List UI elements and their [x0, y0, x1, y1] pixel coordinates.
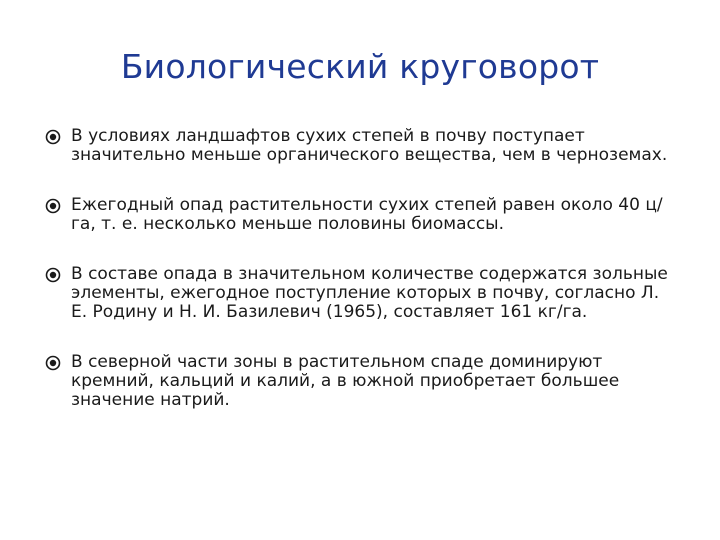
circle-dot-bullet-icon	[45, 355, 61, 371]
circle-dot-bullet-icon	[45, 129, 61, 145]
list-item	[45, 127, 675, 165]
list-item	[45, 353, 675, 410]
list-item	[45, 265, 675, 322]
circle-dot-bullet-icon	[45, 198, 61, 214]
bullet-list	[45, 127, 675, 410]
slide-title: Биологический круговорот	[120, 47, 600, 86]
list-item-text: Ежегодный опад растительности сухих степей равен около 40 ц/га, т. е. несколько меньше половины биомассы.	[71, 195, 663, 234]
list-item-text: В северной части зоны в растительном спаде доминируют кремний, кальций и калий, а в южной приобретает большее значение натрий.	[71, 352, 620, 410]
circle-dot-bullet-icon	[45, 267, 61, 283]
list-item-text: В составе опада в значительном количестве содержатся зольные элементы, ежегодное поступление которых в почву, согласно Л. Е. Родину и Н. И. Базилевич (1965), составляет 161 кг/га.	[71, 264, 668, 322]
list-item-text: В условиях ландшафтов сухих степей в почву поступает значительно меньше органического вещества, чем в черноземах.	[71, 126, 668, 165]
list-item	[45, 196, 675, 234]
